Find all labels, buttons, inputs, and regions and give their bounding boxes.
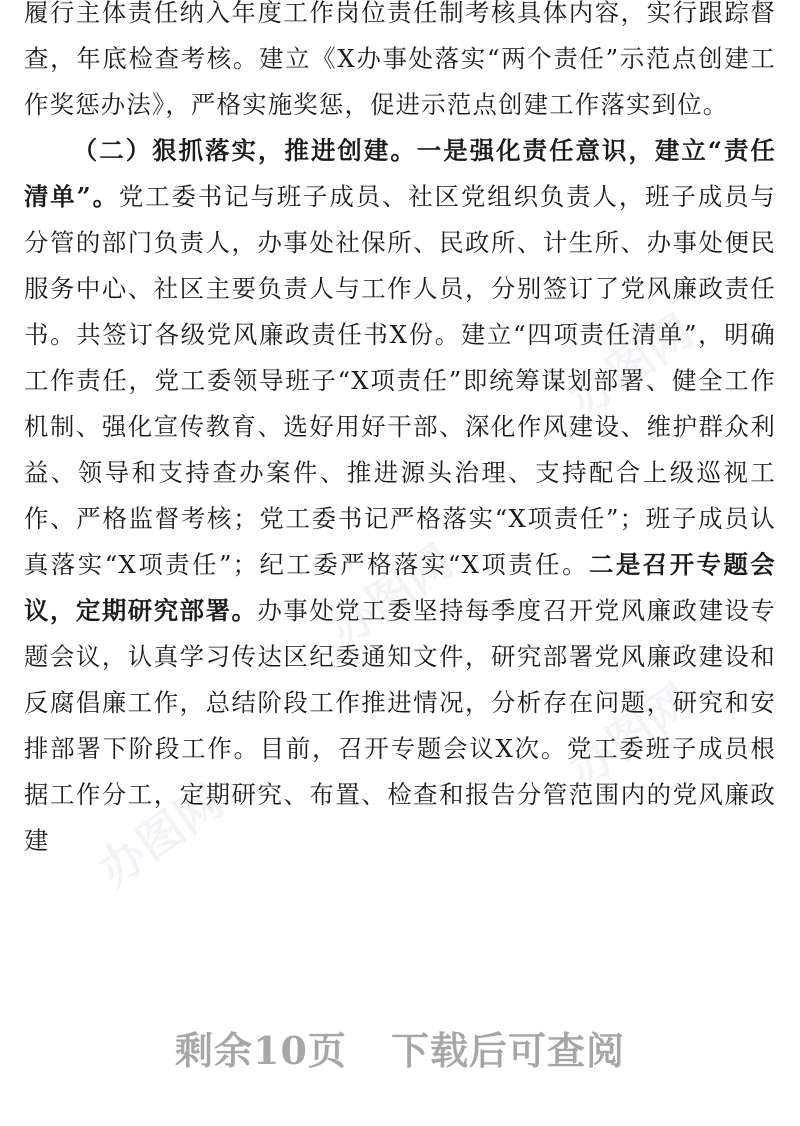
section-heading: （二）狠抓落实，推进创建。一是强化责任意识，建立“责任清单”。 — [24, 136, 776, 211]
download-prompt-banner — [0, 1020, 800, 1075]
paragraph-intro — [24, 0, 776, 128]
watermark: 办图网 — [558, 303, 703, 428]
paragraph-text: 党工委书记与班子成员、社区党组织负责人，班子成员与分管的部门负责人，办事处社保所、民政所、计生所、办事处便民服务中心、社区主要负责人与工作人员，分别签订了党风廉政责任书。共签订各级党风廉政责任书X份。建立“四项责任清单”，明确工作责任，党工委领导班子“X项责任”即统筹谋划部署、健全工作机制、强化宣传教育、选好用好干部、深化作风建设、维护群众利益、领导和支持查办案件、推进源头治理、支持配合上级巡视工作、严格监督考核；党工委书记严格落实“X项责任”；班子成员认真落实“X项责任”；纪工委严格落实“X项责任。 — [24, 182, 776, 579]
watermark: 办图网 — [318, 533, 463, 658]
watermark: 办图网 — [88, 773, 233, 898]
paragraph-text: 履行主体责任纳入年度工作岗位责任制考核具体内容，实行跟踪督查，年底检查考核。建立《X办事处落实“两个责任”示范点创建工作奖惩办法》，严格实施奖惩，促进示范点创建工作落实到位。 — [24, 0, 776, 119]
remaining-pages-label: 剩余10页 — [175, 1028, 347, 1073]
download-to-view-label: 下载后可查阅 — [390, 1028, 625, 1073]
paragraph-section-two — [24, 128, 776, 864]
document-body — [24, 0, 776, 864]
watermark: 办图网 — [558, 673, 703, 798]
subsection-heading: 二是召开专题会议，定期研究部署。 — [24, 550, 776, 625]
paragraph-text: 办事处党工委坚持每季度召开党风廉政建设专题会议，认真学习传达区纪委通知文件，研究部署党风廉政建设和反腐倡廉工作，总结阶段工作推进情况，分析存在问题，研究和安排部署下阶段工作。目前，召开专题会议X次。党工委班子成员根据工作分工，定期研究、布置、检查和报告分管范围内的党风廉政建 — [24, 596, 776, 855]
